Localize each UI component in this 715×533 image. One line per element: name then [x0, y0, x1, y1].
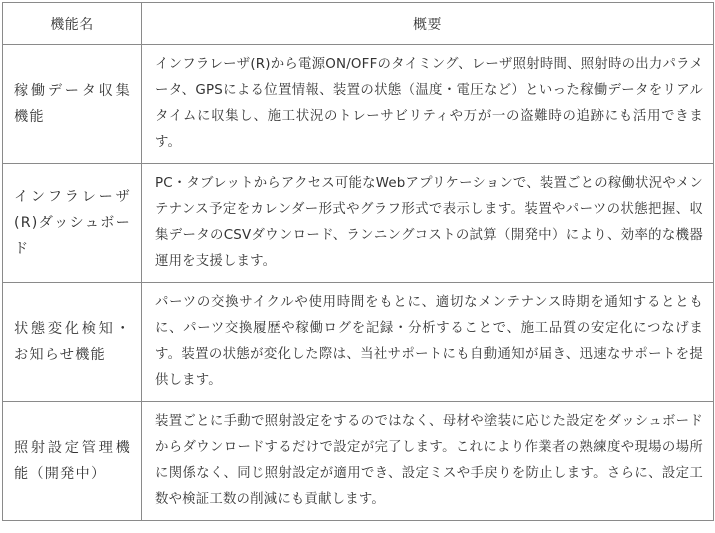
table-row	[3, 164, 714, 283]
table-row	[3, 402, 714, 521]
table-header-row	[3, 3, 714, 45]
feature-name-cell: インフラレーザ(R)ダッシュボード	[3, 164, 142, 283]
table-row	[3, 283, 714, 402]
table-row	[3, 45, 714, 164]
feature-name-cell: 照射設定管理機能（開発中）	[3, 402, 142, 521]
feature-table	[2, 2, 714, 521]
feature-name-cell: 稼働データ収集機能	[3, 45, 142, 164]
feature-description-cell: 装置ごとに手動で照射設定をするのではなく、母材や塗装に応じた設定をダッシュボードからダウンロードするだけで設定が完了します。これにより作業者の熟練度や現場の場所に関係なく、同じ照射設定が適用でき、設定ミスや手戻りを防止します。さらに、設定工数や検証工数の削減にも貢献します。	[142, 402, 714, 521]
feature-description-cell: インフラレーザ(R)から電源ON/OFFのタイミング、レーザ照射時間、照射時の出力パラメータ、GPSによる位置情報、装置の状態（温度・電圧など）といった稼働データをリアルタイムに収集し、施工状況のトレーサビリティや万が一の盗難時の追跡にも活用できます。	[142, 45, 714, 164]
feature-description-cell: パーツの交換サイクルや使用時間をもとに、適切なメンテナンス時期を通知するとともに、パーツ交換履歴や稼働ログを記録・分析することで、施工品質の安定化につなげます。装置の状態が変化した際は、当社サポートにも自動通知が届き、迅速なサポートを提供します。	[142, 283, 714, 402]
header-feature-name: 機能名	[3, 3, 142, 45]
header-overview: 概要	[142, 3, 714, 45]
feature-name-cell: 状態変化検知・お知らせ機能	[3, 283, 142, 402]
feature-description-cell: PC・タブレットからアクセス可能なWebアプリケーションで、装置ごとの稼働状況やメンテナンス予定をカレンダー形式やグラフ形式で表示します。装置やパーツの状態把握、収集データのCSVダウンロード、ランニングコストの試算（開発中）により、効率的な機器運用を支援します。	[142, 164, 714, 283]
